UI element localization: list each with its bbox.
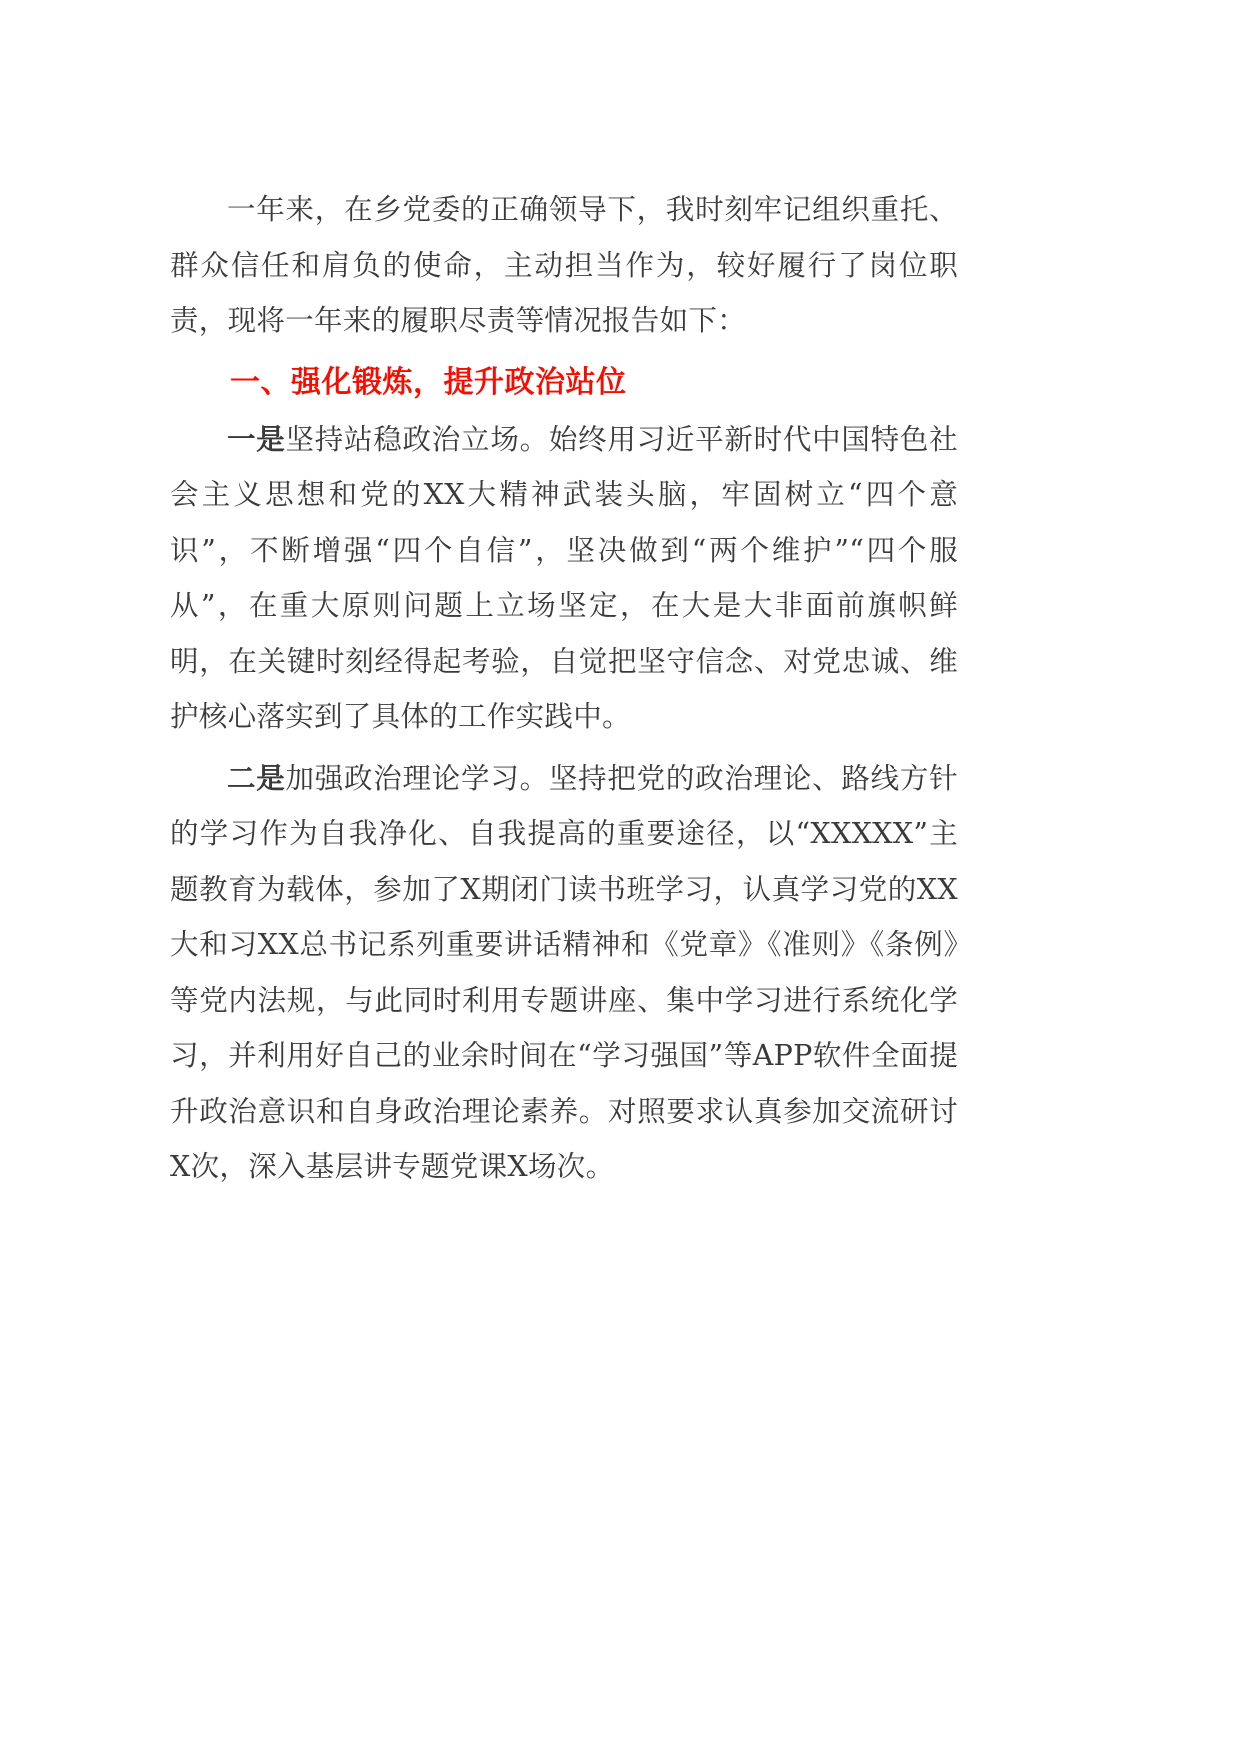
paragraph-point-1 — [170, 412, 958, 745]
point-2-body-text: 加强政治理论学习。坚持把党的政治理论、路线方针的学习作为自我净化、自我提高的重要途径，以“XXXXX”主题教育为载体，参加了X期闭门读书班学习，认真学习党的XX大和习XX总书记系列重要讲话精神和《党章》《准则》《条例》等党内法规，与此同时利用专题讲座、集中学习进行系统化学习，并利用好自己的业余时间在“学习强国”等APP软件全面提升政治意识和自身政治理论素养。对照要求认真参加交流研讨X次，深入基层讲专题党课X场次。 — [170, 761, 958, 1183]
point-1-body-text: 坚持站稳政治立场。始终用习近平新时代中国特色社会主义思想和党的XX大精神武装头脑，牢固树立“四个意识”，不断增强“四个自信”，坚决做到“两个维护”“四个服从”，在重大原则问题上立场坚定，在大是大非面前旗帜鲜明，在关键时刻经得起考验，自觉把坚守信念、对党忠诚、维护核心落实到了具体的工作实践中。 — [170, 422, 958, 733]
intro-block — [170, 182, 958, 349]
point-2-lead-label: 二是 — [227, 760, 286, 795]
paragraph-intro: 一年来，在乡党委的正确领导下，我时刻牢记组织重托、群众信任和肩负的使命，主动担当作为，较好履行了岗位职责，现将一年来的履职尽责等情况报告如下： — [170, 193, 958, 337]
page-title — [170, 0, 958, 164]
document-body — [170, 0, 958, 1195]
point-1-lead-label: 一是 — [227, 421, 286, 456]
section-heading-1: 一、强化锻炼，提升政治站位 — [230, 365, 627, 399]
paragraph-point-2 — [170, 751, 958, 1195]
